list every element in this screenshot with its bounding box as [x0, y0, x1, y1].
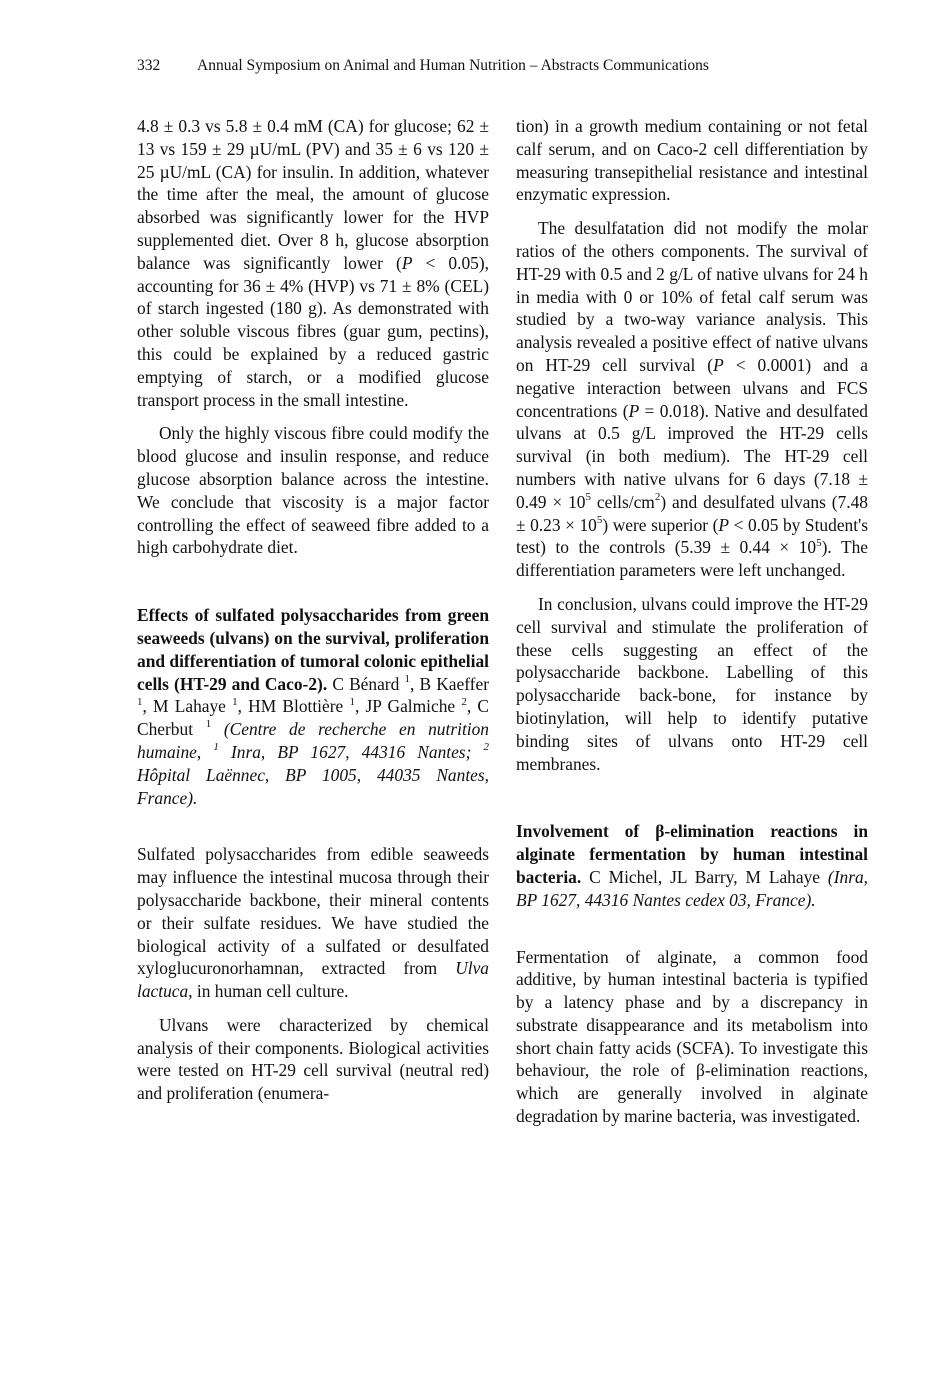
paragraph-alginate-intro: Fermentation of alginate, a common food additive, by human intestinal bacteria is typified by a latency phase and by a discrepancy in substrate disappearance and its metabolism into short chain fatty acids (SCFA). To investigate this behaviour, the role of β-elimination reactions, which are generally involved in alginate degradation by marine bacteria, was investigated. — [516, 946, 868, 1127]
paragraph-conclusion-ulvans: In conclusion, ulvans could improve the HT-29 cell survival and stimulate the proliferation of these cells suggesting an effect of the polysaccharide backbone. Labelling of this polysaccharide back-bone, for instance by biotinylation, will help to identify putative binding sites of ulvans onto HT-29 cell membranes. — [516, 593, 868, 774]
paragraph-methods: Ulvans were characterized by chemical analysis of their components. Biological activities were tested on HT-29 cell survival (neutral red) and proliferation (enumera- — [137, 1014, 489, 1104]
running-head — [137, 57, 837, 75]
affiliation: (Inra, BP 1627, 44316 Nantes cedex 03, France). — [516, 866, 869, 910]
paragraph-results-ulvans: The desulfatation did not modify the molar ratios of the others components. The survival of HT-29 with 0.5 and 2 g/L of native ulvans for 24 h in media with 0 or 10% of fetal calf serum was studied by a two-way variance analysis. This analysis revealed a positive effect of native ulvans on HT-29 cell survival (P < 0.0001) and a negative interaction between ulvans and FCS concentrations (P = 0.018). Native and desulfated ulvans at 0.5 g/L improved the HT-29 cells survival (in both medium). The HT-29 cell numbers with native ulvans for 6 days ($7.18 \pm 0.49 \times 10^5$ cells/$cm^2$) and desulfated ulvans $(7.48 \pm 0.23 \times 10^5)$ were superior (P < 0.05 by Student's test) to the controls $(5.39 \pm 0.44 \times 10^5)$. The differentiation parameters were left unchanged. — [516, 218, 869, 581]
paragraph-conclusion-viscosity: Only the highly viscous fibre could modify the blood glucose and insulin response, and reduce glucose absorption balance across the intestine. We conclude that viscosity is a major factor controlling the effect of seaweed fibre added to a high carbohydrate diet. — [137, 423, 489, 558]
paragraph-methods-continued: tion) in a growth medium containing or not fetal calf serum, and on Caco-2 cell differentiation by measuring transepithelial resistance and intestinal enzymatic expression. — [516, 116, 868, 205]
abstract-heading-alginate: Involvement of β-elimination reactions in alginate fermentation by human intestinal bacteria. C Michel, JL Barry, M Lahaye (Inra, BP 1627, 44316 Nantes cedex 03, France). — [516, 821, 869, 910]
page-number: 332 — [137, 57, 161, 74]
running-title: Annual Symposium on Animal and Human Nutrition – Abstracts Communications — [197, 57, 709, 74]
abstract-title: Effects of sulfated polysaccharides from green seaweeds (ulvans) on the survival, proliferation and differentiation of tumoral colonic epithelial cells (HT-29 and Caco-2). — [137, 605, 489, 694]
left-column — [137, 115, 489, 1105]
abstract-title: Involvement of β-elimination reactions in alginate fermentation by human intestinal bacteria. — [516, 821, 868, 887]
abstract-heading-ulvans: Effects of sulfated polysaccharides from green seaweeds (ulvans) on the survival, proliferation and differentiation of tumoral colonic epithelial cells (HT-29 and Caco-2). C Bénard $^1$, B Kaeffer $^1$, M Lahaye $^1$, HM Blottière $^1$, JP Galmiche $^2$, C Cherbut $^1$ (Centre de recherche en nutrition humaine, $^1$ Inra, BP 1627, 44316 Nantes; $^2$ Hôpital Laënnec, BP 1005, 44035 Nantes, France). — [137, 605, 489, 808]
right-column — [516, 115, 868, 1128]
affiliation: (Centre de recherche en nutrition humaine, $^1$ Inra, BP 1627, 44316 Nantes; $^2$ Hôpital Laënnec, BP 1005, 44035 Nantes, France). — [137, 719, 489, 808]
paragraph-sulfated-intro: Sulfated polysaccharides from edible seaweeds may influence the intestinal mucosa through their polysaccharide backbone, their mineral contents or their sulfate residues. We have studied the biological activity of a sulfated or desulfated xyloglucuronorhamnan, extracted from Ulva lactuca, in human cell culture. — [137, 844, 489, 1002]
paragraph-glucose-results: 4.8 ± 0.3 vs 5.8 ± 0.4 mM (CA) for glucose; 62 ± 13 vs 159 ± 29 µU/mL (PV) and 35 ± 6 vs 120 ± 25 µU/mL (CA) for insulin. In addition, whatever the time after the meal, the amount of glucose absorbed was significantly lower for the HVP supplemented diet. Over 8 h, glucose absorption balance was significantly lower (P < 0.05), accounting for 36 ± 4% (HVP) vs 71 ± 8% (CEL) of starch ingested (180 g). As demonstrated with other soluble viscous fibres (guar gum, pectins), this could be explained by a reduced gastric emptying of starch, or a modified glucose transport process in the small intestine. — [137, 116, 490, 410]
